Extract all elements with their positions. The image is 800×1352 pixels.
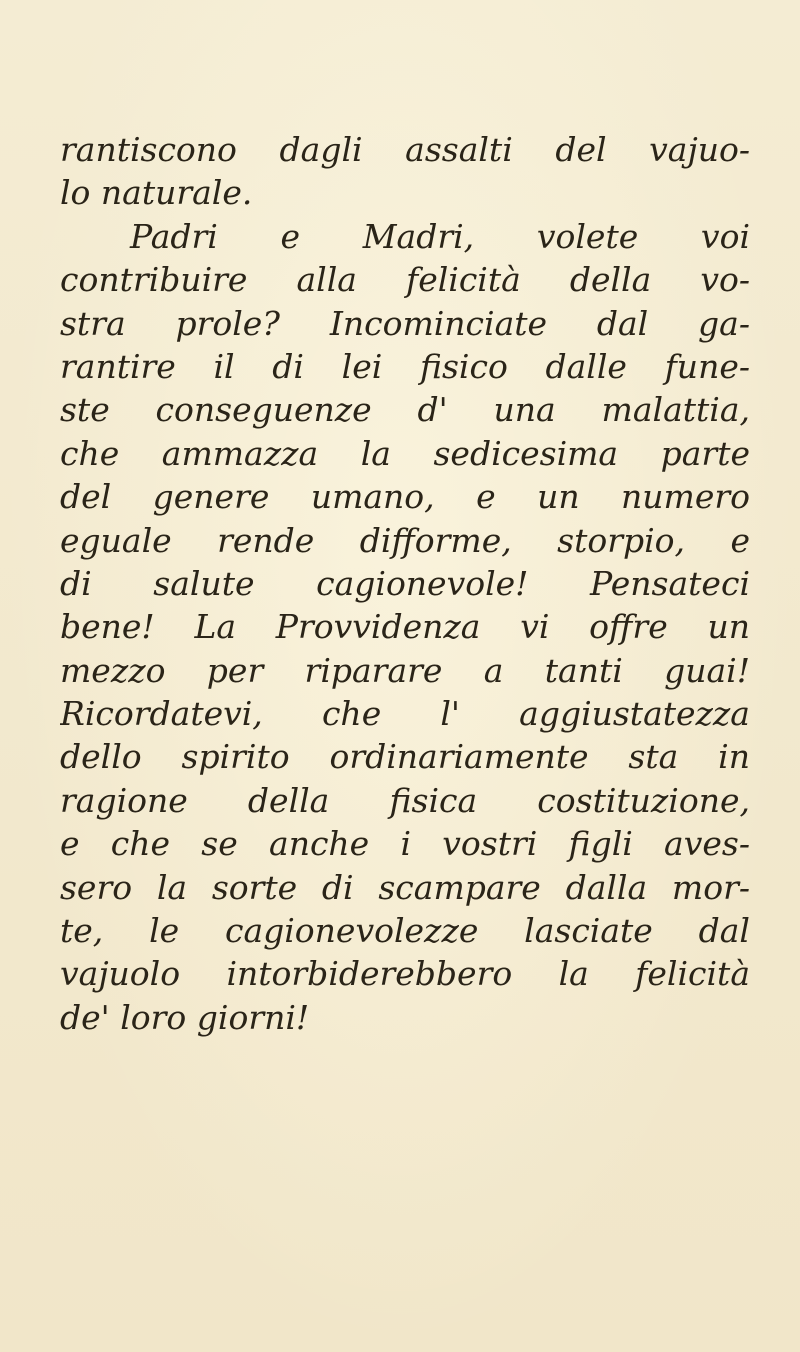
text-line-18: sero la sorte di scampare dalla mor- [60, 867, 750, 907]
text-line-19: te, le cagionevolezze lasciate dal [60, 911, 750, 951]
text-line-4: contribuire alla felicità della vo- [60, 260, 750, 300]
text-line-11: di salute cagionevole! Pensateci [60, 563, 750, 603]
text-line-14: Ricordatevi, che l' aggiustatezza [60, 694, 750, 734]
text-line-16: ragione della fisica costituzione, [60, 780, 750, 820]
text-line-15: dello spirito ordinariamente sta in [60, 737, 750, 777]
text-line-10: eguale rende difforme, storpio, e [60, 520, 750, 560]
text-line-3: Padri e Madri, volete voi [130, 216, 750, 256]
text-line-2: lo naturale. [60, 173, 253, 213]
text-line-21: de' loro giorni! [60, 997, 310, 1037]
text-line-17: e che se anche i vostri figli aves- [60, 824, 750, 864]
text-line-8: che ammazza la sedicesima parte [60, 433, 750, 473]
body-text [60, 128, 750, 1039]
text-line-6: rantire il di lei fisico dalle fune- [60, 346, 750, 386]
text-line-12: bene! La Provvidenza vi offre un [60, 607, 750, 647]
text-line-5: stra prole? Incominciate dal ga- [60, 303, 750, 343]
text-line-9: del genere umano, e un numero [60, 477, 750, 517]
text-line-13: mezzo per riparare a tanti guai! [60, 650, 750, 690]
text-line-20: vajuolo intorbiderebbero la felicità [60, 954, 750, 994]
text-line-1: rantiscono dagli assalti del vajuo- [60, 130, 750, 169]
text-line-7: ste conseguenze d' una malattia, [60, 390, 750, 430]
